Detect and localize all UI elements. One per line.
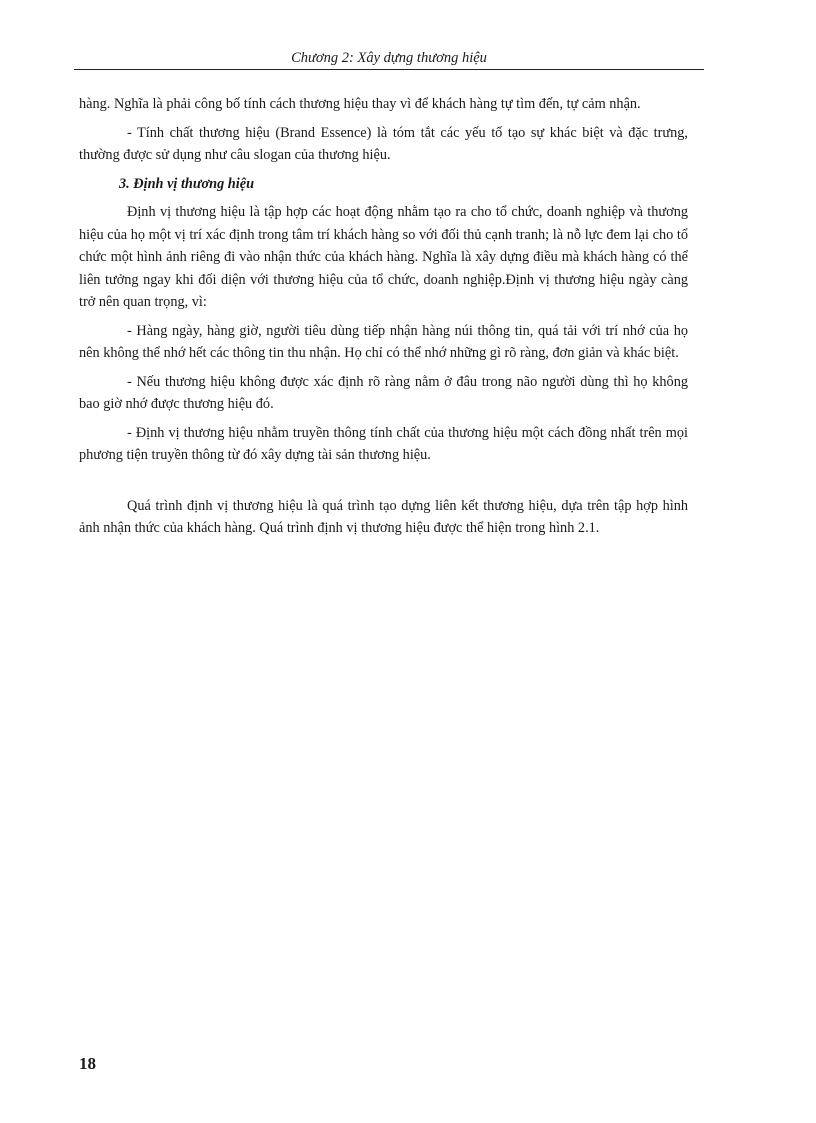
paragraph-bullet-information-overload: - Hàng ngày, hàng giờ, người tiêu dùng tiếp nhận hàng núi thông tin, quá tải với trí nhớ của họ nên không thể nhớ hết các thông tin thu nhận. Họ chỉ có thể nhớ những gì rõ ràng, đơn giản và khác biệt. [79,322,688,361]
page-body [79,93,688,546]
paragraph-brand-essence: - Tính chất thương hiệu (Brand Essence) là tóm tắt các yếu tố tạo sự khác biệt và đặc trưng, thường được sử dụng như câu slogan của thương hiệu. [79,124,688,163]
paragraph-positioning-process: Quá trình định vị thương hiệu là quá trình tạo dựng liên kết thương hiệu, dựa trên tập hợp hình ảnh nhận thức của khách hàng. Quá trình định vị thương hiệu được thể hiện trong hình 2.1. [79,497,688,536]
section-heading: 3. Định vị thương hiệu [119,175,255,192]
paragraph-continuation: hàng. Nghĩa là phải công bố tính cách thương hiệu thay vì để khách hàng tự tìm đến, tự cảm nhận. [79,96,641,112]
paragraph-positioning-definition: Định vị thương hiệu là tập hợp các hoạt động nhằm tạo ra cho tổ chức, doanh nghiệp và thương hiệu của họ một vị trí xác định trong tâm trí khách hàng so với đối thủ cạnh tranh; là nỗ lực đem lại cho tổ chức một hình ảnh riêng đi vào nhận thức của khách hàng. Nghĩa là xây dựng điều mà khách hàng có thể liên tưởng ngay khi đối diện với thương hiệu của tổ chức, doanh nghiệp.Định vị thương hiệu ngày càng trở nên quan trọng, vì: [79,204,688,310]
page-number: 18 [79,1054,96,1073]
running-header: Chương 2: Xây dựng thương hiệu [291,50,487,66]
header-divider [74,69,704,70]
paragraph-bullet-brand-memory: - Nếu thương hiệu không được xác định rõ ràng nằm ở đâu trong não người dùng thì họ không bao giờ nhớ được thương hiệu đó. [79,373,688,412]
paragraph-bullet-consistent-communication: - Định vị thương hiệu nhằm truyền thông tính chất của thương hiệu một cách đồng nhất trên mọi phương tiện truyền thông từ đó xây dựng tài sản thương hiệu. [79,424,688,463]
